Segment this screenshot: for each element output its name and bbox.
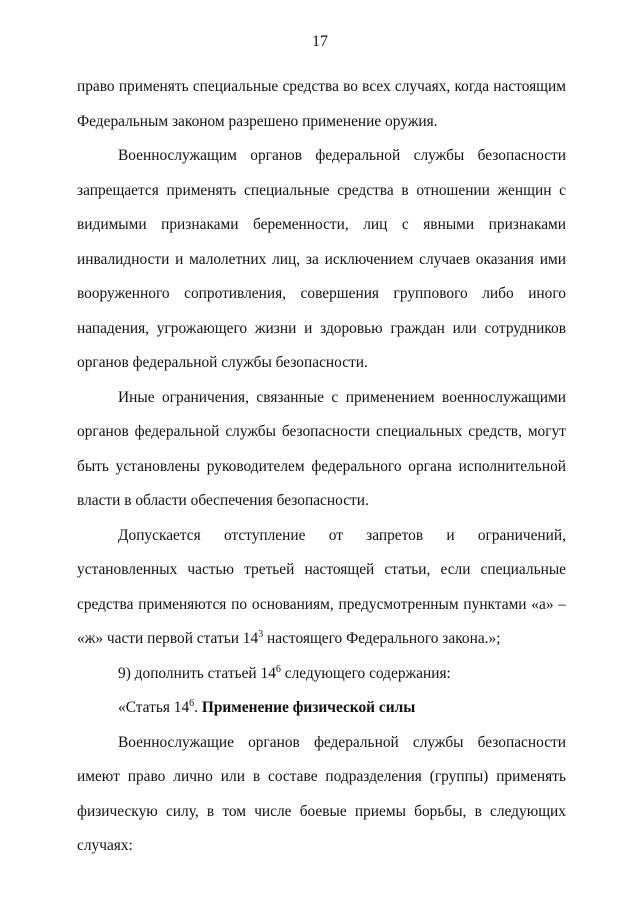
page-number: 17	[312, 33, 328, 50]
article-heading-prefix: «Статья 14	[118, 699, 190, 716]
paragraph-4-text: Допускается отступление от запретов и ограничений, установленных частью третьей настоящей статьи, если специальные средства применяются по основаниям, предусмотренным пунктами «а» – «ж» части первой статьи 14	[77, 526, 566, 647]
paragraph-2: Военнослужащим органов федеральной службы безопасности запрещается применять специальные средства в отношении женщин с видимыми признаками беременности, лиц с явными признаками инвалидности и малолетних лиц, за исключением случаев оказания ими вооруженного сопротивления, совершения группового либо иного нападения, угрожающего жизни и здоровью граждан или сотрудников органов федеральной службы безопасности.	[77, 147, 566, 371]
paragraph-5-text: 9) дополнить статьей 14	[118, 664, 276, 682]
paragraph-5-tail: следующего содержания:	[280, 664, 451, 682]
paragraph-4	[77, 519, 566, 657]
paragraph-4-tail: настоящего Федерального закона.»;	[263, 630, 501, 647]
body-text	[77, 70, 566, 864]
superscript: 6	[275, 663, 281, 675]
article-heading	[77, 691, 566, 726]
superscript: 6	[189, 698, 195, 709]
paragraph-3: Иные ограничения, связанные с применением военнослужащими органов федеральной службы безопасности специальных средств, могут быть установлены руководителем федерального органа исполнительной власти в области обеспечения безопасности.	[77, 388, 566, 509]
article-heading-title: Применение физической силы	[201, 699, 416, 716]
paragraph-7: Военнослужащие органов федеральной службы безопасности имеют право лично или в составе подразделения (группы) применять физическую силу, в том числе боевые приемы борьбы, в следующих случаях:	[77, 733, 566, 854]
paragraph-5	[77, 657, 566, 692]
superscript: 3	[258, 629, 264, 640]
paragraph-1: право применять специальные средства во всех случаях, когда настоящим Федеральным законом разрешено применение оружия.	[77, 78, 566, 130]
article-heading-suffix: .	[194, 699, 202, 716]
